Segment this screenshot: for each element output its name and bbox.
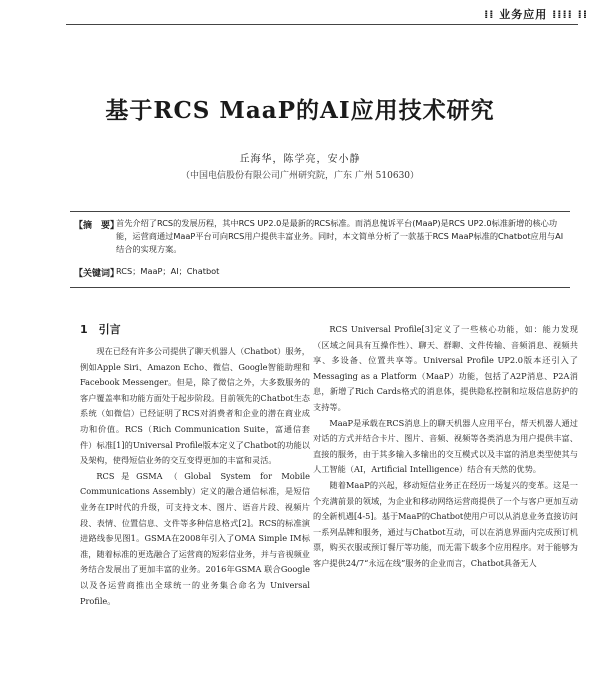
abstract-top-rule xyxy=(70,211,570,212)
left-paragraph-1: 现在已经有许多公司提供了聊天机器人（Chatbot）服务，例如Apple Siri、Amazon Echo、微信、Google智能助理和Facebook Messenger。但是，除了微信之外，大多数服务的客户覆盖率和功能方面处于起步阶段。目前领先的Chatbot生态系统（如微信）已经证明了RCS对消费者和企业的潜在商业成功和价值。RCS（Rich Communication Suite，富通信套件）标准[1]的Universal Profile版本定义了Chatbot的功能以及架构，使得短信业务的交互变得更加的丰富和灵活。 xyxy=(80,346,310,466)
left-column xyxy=(80,322,310,609)
right-paragraph-3: 随着MaaP的兴起，移动短信业务正在经历一场复兴的变革。这是一个充满前景的领域，为企业和移动网络运营商提供了一个与客户更加互动的全新机遇[4-5]。基于MaaP的Chatbot使用户可以从消息业务直接访问一系列品牌和服务，通过与Chatbot互动，可以在消息界面内完成预订机票，购买衣服或预订餐厅等功能，而无需下载多个应用程序。对于能够为客户提供24/7“永远在线”服务的企业而言，Chatbot具备无人 xyxy=(313,479,578,568)
section-1-title: 1 引言 xyxy=(80,323,121,336)
header-divider xyxy=(66,24,578,25)
abstract-bottom-rule xyxy=(70,287,570,288)
paper-affiliation: （中国电信股份有限公司广州研究院，广东 广州 510630） xyxy=(180,171,420,181)
right-paragraph-1: RCS Universal Profile[3]定义了一些核心功能，如：能力发现（区域之间具有互操作性）、聊天、群聊、文件传输、音频消息、视频共享、多设备、位置共享等。Universal Profile UP2.0版本还引入了Messaging as a Platform（MaaP）功能，包括了A2P消息、P2A消息，新增了Rich Cards格式的消息体，提供隐私控制和垃圾信息防护的支持等。 xyxy=(313,324,578,412)
paper-authors: 丘海华，陈学亮，安小静 xyxy=(239,154,361,165)
keywords-label: 【关键词】 xyxy=(74,269,120,279)
paper-title: 基于RCS MaaP的AI应用技术研究 xyxy=(105,97,495,124)
left-paragraph-2: RCS是GSMA（Global System for Mobile Communications Assembly）定义的融合通信标准，是短信业务在IP时代的升级，可支持文本、图片、语音片段、视频片段、表情、位置信息、文件等多种信息格式[2]。RCS的标准演进路线参见图1。GSMA在2008年引入了OMA Simple IM标准，随着标准的更选融合了运营商的短彩信业务，并与音视频业务结合发展出了更加丰富的业务。2016年GSMA 联合Google以及各运营商推出全球统一的业务集合命名为 Universal Profile。 xyxy=(80,470,310,606)
keywords-text: RCS；MaaP；AI；Chatbot xyxy=(116,266,220,276)
abstract-label: 【摘 要】 xyxy=(74,221,120,231)
right-column xyxy=(313,322,578,572)
right-paragraph-2: MaaP是承载在RCS消息上的聊天机器人应用平台，帮天机器人通过对话的方式并结合卡片、图片、音频、视频等各类消息为用户提供丰富、直接的服务，由于其多输入多输出的交互模式以及丰富的消息类型使其与人工智能（AI，Artificial Intelligence）结合有天然的优势。 xyxy=(313,417,578,475)
abstract-text: 首先介绍了RCS的发展历程，其中RCS UP2.0是最新的RCS标准。而消息傀诉平台(MaaP)是RCS UP2.0标准新增的核心功能，运营商通过MaaP平台可向RCS用户提供丰富业务。同时，本文简单分析了一款基于RCS MaaP标准的Chatbot应用与AI结合的实现方案。 xyxy=(116,218,564,254)
section-tag: ⁞⁞ 业务应用 ⁞⁞⁞⁞ ⁞⁞ xyxy=(484,8,588,21)
